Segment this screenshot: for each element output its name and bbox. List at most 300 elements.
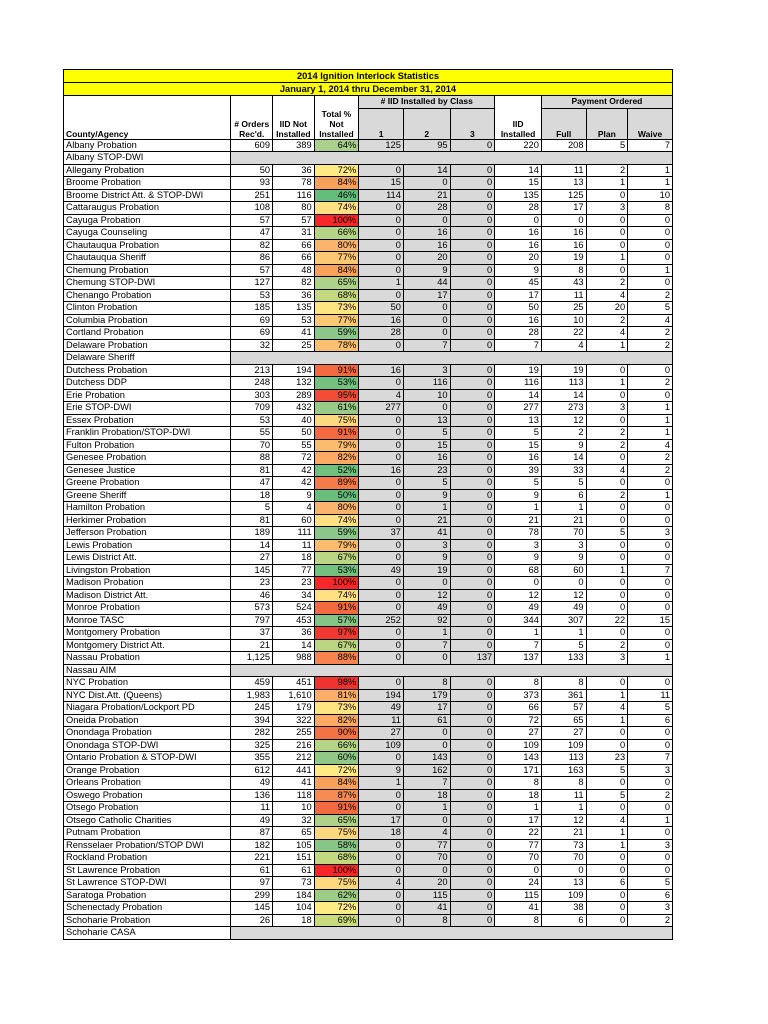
agency-cell: NYC Probation [64, 677, 231, 690]
agency-cell: Schoharie Probation [64, 914, 231, 927]
class-3-cell: 0 [450, 527, 495, 540]
waive-cell: 1 [628, 652, 673, 665]
installed-cell: 17 [495, 814, 542, 827]
no-data-cell [231, 152, 673, 165]
class-2-cell: 0 [403, 177, 450, 190]
class-2-cell: 70 [403, 852, 450, 865]
table-row [64, 189, 673, 202]
full-cell: 9 [541, 552, 586, 565]
class-2-cell: 4 [403, 827, 450, 840]
full-cell: 73 [541, 839, 586, 852]
plan-cell: 1 [586, 714, 628, 727]
waive-cell: 0 [628, 864, 673, 877]
not-installed-cell: 1,610 [273, 689, 315, 702]
agency-cell: Genesee Justice [64, 464, 231, 477]
pct-cell: 66% [314, 227, 359, 240]
class-1-cell: 9 [359, 764, 404, 777]
plan-cell: 0 [586, 189, 628, 202]
pct-cell: 50% [314, 489, 359, 502]
pct-cell: 81% [314, 689, 359, 702]
class-1-cell: 0 [359, 252, 404, 265]
installed-cell: 45 [495, 277, 542, 290]
pct-cell: 91% [314, 802, 359, 815]
full-cell: 27 [541, 727, 586, 740]
plan-cell: 1 [586, 564, 628, 577]
class-2-cell: 20 [403, 252, 450, 265]
orders-cell: 136 [231, 789, 273, 802]
not-installed-cell: 18 [273, 914, 315, 927]
orders-cell: 53 [231, 414, 273, 427]
full-cell: 4 [541, 339, 586, 352]
plan-cell: 0 [586, 777, 628, 790]
installed-cell: 344 [495, 614, 542, 627]
orders-cell: 26 [231, 914, 273, 927]
installed-cell: 143 [495, 752, 542, 765]
full-cell: 0 [541, 577, 586, 590]
class-2-cell: 15 [403, 439, 450, 452]
not-installed-cell: 61 [273, 864, 315, 877]
waive-cell: 7 [628, 564, 673, 577]
class-2-cell: 9 [403, 489, 450, 502]
class-3-cell: 0 [450, 489, 495, 502]
agency-cell: Schoharie CASA [64, 927, 231, 940]
not-installed-cell: 55 [273, 439, 315, 452]
not-installed-cell: 72 [273, 452, 315, 465]
not-installed-cell: 105 [273, 839, 315, 852]
agency-cell: Cortland Probation [64, 327, 231, 340]
pct-cell: 79% [314, 439, 359, 452]
full-cell: 1 [541, 627, 586, 640]
class-1-cell: 37 [359, 527, 404, 540]
table-row [64, 627, 673, 640]
orders-cell: 213 [231, 364, 273, 377]
waive-cell: 1 [628, 427, 673, 440]
agency-cell: Putnam Probation [64, 827, 231, 840]
report-title: 2014 Ignition Interlock Statistics [64, 70, 673, 83]
agency-cell: Orange Probation [64, 764, 231, 777]
table-row [64, 664, 673, 677]
full-cell: 21 [541, 514, 586, 527]
table-row [64, 652, 673, 665]
pct-cell: 84% [314, 264, 359, 277]
table-row [64, 814, 673, 827]
full-cell: 13 [541, 177, 586, 190]
pct-cell: 59% [314, 327, 359, 340]
installed-cell: 78 [495, 527, 542, 540]
table-row [64, 239, 673, 252]
plan-cell: 0 [586, 389, 628, 402]
orders-cell: 46 [231, 589, 273, 602]
header-waive: Waive [628, 108, 673, 139]
orders-cell: 82 [231, 239, 273, 252]
class-3-cell: 0 [450, 864, 495, 877]
waive-cell: 0 [628, 727, 673, 740]
class-1-cell: 16 [359, 314, 404, 327]
not-installed-cell: 151 [273, 852, 315, 865]
waive-cell: 0 [628, 802, 673, 815]
orders-cell: 185 [231, 302, 273, 315]
agency-cell: Dutchess DDP [64, 377, 231, 390]
table-row [64, 827, 673, 840]
waive-cell: 0 [628, 589, 673, 602]
not-installed-cell: 432 [273, 402, 315, 415]
agency-cell: Livingston Probation [64, 564, 231, 577]
class-3-cell: 0 [450, 414, 495, 427]
not-installed-cell: 31 [273, 227, 315, 240]
class-1-cell: 27 [359, 727, 404, 740]
class-1-cell: 0 [359, 577, 404, 590]
class-1-cell: 0 [359, 202, 404, 215]
orders-cell: 182 [231, 839, 273, 852]
agency-cell: St Lawrence Probation [64, 864, 231, 877]
full-cell: 1 [541, 502, 586, 515]
pct-cell: 65% [314, 814, 359, 827]
agency-cell: Niagara Probation/Lockport PD [64, 702, 231, 715]
agency-cell: Otsego Catholic Charities [64, 814, 231, 827]
class-1-cell: 0 [359, 864, 404, 877]
class-3-cell: 0 [450, 589, 495, 602]
class-2-cell: 61 [403, 714, 450, 727]
class-1-cell: 0 [359, 339, 404, 352]
class-2-cell: 1 [403, 627, 450, 640]
waive-cell: 1 [628, 489, 673, 502]
full-cell: 8 [541, 777, 586, 790]
waive-cell: 0 [628, 677, 673, 690]
not-installed-cell: 132 [273, 377, 315, 390]
full-cell: 70 [541, 527, 586, 540]
plan-cell: 23 [586, 752, 628, 765]
installed-cell: 15 [495, 439, 542, 452]
orders-cell: 47 [231, 477, 273, 490]
orders-cell: 1,983 [231, 689, 273, 702]
not-installed-cell: 36 [273, 289, 315, 302]
installed-cell: 20 [495, 252, 542, 265]
waive-cell: 5 [628, 877, 673, 890]
not-installed-cell: 66 [273, 239, 315, 252]
full-cell: 125 [541, 189, 586, 202]
title-row-2 [64, 83, 673, 96]
orders-cell: 86 [231, 252, 273, 265]
class-2-cell: 5 [403, 427, 450, 440]
plan-cell: 4 [586, 327, 628, 340]
pct-cell: 75% [314, 414, 359, 427]
orders-cell: 1,125 [231, 652, 273, 665]
orders-cell: 70 [231, 439, 273, 452]
full-cell: 14 [541, 452, 586, 465]
table-row [64, 889, 673, 902]
installed-cell: 1 [495, 802, 542, 815]
table-row [64, 702, 673, 715]
class-1-cell: 0 [359, 552, 404, 565]
class-3-cell: 0 [450, 252, 495, 265]
plan-cell: 2 [586, 164, 628, 177]
orders-cell: 47 [231, 227, 273, 240]
waive-cell: 8 [628, 202, 673, 215]
plan-cell: 4 [586, 702, 628, 715]
class-1-cell: 0 [359, 627, 404, 640]
pct-cell: 74% [314, 202, 359, 215]
class-2-cell: 21 [403, 189, 450, 202]
orders-cell: 459 [231, 677, 273, 690]
not-installed-cell: 77 [273, 564, 315, 577]
pct-cell: 64% [314, 139, 359, 152]
agency-cell: Dutchess Probation [64, 364, 231, 377]
waive-cell: 7 [628, 752, 673, 765]
pct-cell: 67% [314, 552, 359, 565]
not-installed-cell: 48 [273, 264, 315, 277]
waive-cell: 2 [628, 339, 673, 352]
full-cell: 19 [541, 252, 586, 265]
waive-cell: 1 [628, 264, 673, 277]
waive-cell: 1 [628, 164, 673, 177]
not-installed-cell: 40 [273, 414, 315, 427]
class-1-cell: 0 [359, 214, 404, 227]
class-2-cell: 0 [403, 214, 450, 227]
not-installed-cell: 23 [273, 577, 315, 590]
not-installed-cell: 194 [273, 364, 315, 377]
agency-cell: Rockland Probation [64, 852, 231, 865]
class-1-cell: 0 [359, 902, 404, 915]
orders-cell: 93 [231, 177, 273, 190]
full-cell: 19 [541, 364, 586, 377]
table-row [64, 514, 673, 527]
class-1-cell: 0 [359, 789, 404, 802]
orders-cell: 299 [231, 889, 273, 902]
class-3-cell: 0 [450, 689, 495, 702]
full-cell: 208 [541, 139, 586, 152]
agency-cell: Essex Probation [64, 414, 231, 427]
class-3-cell: 0 [450, 189, 495, 202]
plan-cell: 2 [586, 439, 628, 452]
installed-cell: 77 [495, 839, 542, 852]
class-3-cell: 0 [450, 614, 495, 627]
installed-cell: 16 [495, 452, 542, 465]
table-row [64, 477, 673, 490]
class-3-cell: 0 [450, 439, 495, 452]
pct-cell: 53% [314, 564, 359, 577]
pct-cell: 98% [314, 677, 359, 690]
installed-cell: 15 [495, 177, 542, 190]
plan-cell: 0 [586, 589, 628, 602]
table-row [64, 564, 673, 577]
not-installed-cell: 135 [273, 302, 315, 315]
full-cell: 16 [541, 239, 586, 252]
full-cell: 57 [541, 702, 586, 715]
header-payment: Payment Ordered [541, 96, 672, 109]
plan-cell: 2 [586, 639, 628, 652]
class-3-cell: 0 [450, 427, 495, 440]
waive-cell: 2 [628, 464, 673, 477]
full-cell: 38 [541, 902, 586, 915]
agency-cell: NYC Dist.Att. (Queens) [64, 689, 231, 702]
agency-cell: Montgomery Probation [64, 627, 231, 640]
plan-cell: 0 [586, 227, 628, 240]
not-installed-cell: 389 [273, 139, 315, 152]
pct-cell: 89% [314, 477, 359, 490]
waive-cell: 0 [628, 502, 673, 515]
not-installed-cell: 524 [273, 602, 315, 615]
pct-cell: 52% [314, 464, 359, 477]
table-row [64, 314, 673, 327]
class-1-cell: 0 [359, 452, 404, 465]
class-3-cell: 0 [450, 702, 495, 715]
pct-cell: 72% [314, 164, 359, 177]
plan-cell: 2 [586, 277, 628, 290]
class-1-cell: 114 [359, 189, 404, 202]
class-2-cell: 49 [403, 602, 450, 615]
not-installed-cell: 57 [273, 214, 315, 227]
installed-cell: 22 [495, 827, 542, 840]
agency-cell: Orleans Probation [64, 777, 231, 790]
table-row [64, 364, 673, 377]
orders-cell: 81 [231, 464, 273, 477]
agency-cell: Nassau Probation [64, 652, 231, 665]
not-installed-cell: 65 [273, 827, 315, 840]
orders-cell: 145 [231, 902, 273, 915]
plan-cell: 5 [586, 139, 628, 152]
class-2-cell: 28 [403, 202, 450, 215]
full-cell: 11 [541, 789, 586, 802]
agency-cell: Jefferson Probation [64, 527, 231, 540]
not-installed-cell: 289 [273, 389, 315, 402]
table-row [64, 339, 673, 352]
class-2-cell: 41 [403, 527, 450, 540]
installed-cell: 70 [495, 852, 542, 865]
table-row [64, 214, 673, 227]
class-1-cell: 0 [359, 652, 404, 665]
agency-cell: St Lawrence STOP-DWI [64, 877, 231, 890]
table-row [64, 252, 673, 265]
class-3-cell: 0 [450, 477, 495, 490]
class-3-cell: 0 [450, 164, 495, 177]
full-cell: 9 [541, 439, 586, 452]
agency-cell: Cattaraugus Probation [64, 202, 231, 215]
table-row [64, 302, 673, 315]
agency-cell: Herkimer Probation [64, 514, 231, 527]
not-installed-cell: 441 [273, 764, 315, 777]
plan-cell: 5 [586, 764, 628, 777]
header-not-installed: IID Not Installed [273, 96, 315, 140]
orders-cell: 394 [231, 714, 273, 727]
class-3-cell: 0 [450, 827, 495, 840]
installed-cell: 135 [495, 189, 542, 202]
class-3-cell: 0 [450, 602, 495, 615]
class-1-cell: 17 [359, 814, 404, 827]
class-2-cell: 0 [403, 314, 450, 327]
plan-cell: 5 [586, 789, 628, 802]
not-installed-cell: 53 [273, 314, 315, 327]
class-2-cell: 9 [403, 552, 450, 565]
waive-cell: 3 [628, 527, 673, 540]
pct-cell: 46% [314, 189, 359, 202]
pct-cell: 80% [314, 239, 359, 252]
waive-cell: 0 [628, 577, 673, 590]
not-installed-cell: 25 [273, 339, 315, 352]
pct-cell: 66% [314, 739, 359, 752]
installed-cell: 137 [495, 652, 542, 665]
table-row [64, 764, 673, 777]
installed-cell: 7 [495, 339, 542, 352]
agency-cell: Albany STOP-DWI [64, 152, 231, 165]
class-1-cell: 0 [359, 502, 404, 515]
waive-cell: 0 [628, 639, 673, 652]
class-2-cell: 1 [403, 502, 450, 515]
class-1-cell: 0 [359, 602, 404, 615]
waive-cell: 2 [628, 327, 673, 340]
waive-cell: 4 [628, 439, 673, 452]
header-installed: IID Installed [495, 96, 542, 140]
table-row [64, 864, 673, 877]
waive-cell: 0 [628, 827, 673, 840]
table-row [64, 739, 673, 752]
waive-cell: 15 [628, 614, 673, 627]
class-3-cell: 0 [450, 577, 495, 590]
class-2-cell: 3 [403, 539, 450, 552]
installed-cell: 0 [495, 864, 542, 877]
waive-cell: 0 [628, 252, 673, 265]
not-installed-cell: 11 [273, 539, 315, 552]
class-3-cell: 0 [450, 339, 495, 352]
full-cell: 60 [541, 564, 586, 577]
installed-cell: 66 [495, 702, 542, 715]
installed-cell: 9 [495, 489, 542, 502]
installed-cell: 1 [495, 502, 542, 515]
class-2-cell: 5 [403, 477, 450, 490]
pct-cell: 65% [314, 277, 359, 290]
agency-cell: Monroe Probation [64, 602, 231, 615]
pct-cell: 68% [314, 852, 359, 865]
plan-cell: 6 [586, 877, 628, 890]
class-3-cell: 0 [450, 402, 495, 415]
class-2-cell: 179 [403, 689, 450, 702]
class-1-cell: 0 [359, 589, 404, 602]
waive-cell: 0 [628, 239, 673, 252]
full-cell: 113 [541, 752, 586, 765]
not-installed-cell: 179 [273, 702, 315, 715]
agency-cell: Ontario Probation & STOP-DWI [64, 752, 231, 765]
agency-cell: Franklin Probation/STOP-DWI [64, 427, 231, 440]
full-cell: 6 [541, 914, 586, 927]
agency-cell: Chenango Probation [64, 289, 231, 302]
not-installed-cell: 4 [273, 502, 315, 515]
class-3-cell: 0 [450, 727, 495, 740]
orders-cell: 145 [231, 564, 273, 577]
full-cell: 10 [541, 314, 586, 327]
installed-cell: 14 [495, 164, 542, 177]
class-2-cell: 0 [403, 327, 450, 340]
pct-cell: 62% [314, 889, 359, 902]
full-cell: 109 [541, 889, 586, 902]
class-3-cell: 0 [450, 264, 495, 277]
pct-cell: 82% [314, 714, 359, 727]
installed-cell: 220 [495, 139, 542, 152]
installed-cell: 8 [495, 914, 542, 927]
agency-cell: Greene Probation [64, 477, 231, 490]
pct-cell: 90% [314, 727, 359, 740]
agency-cell: Otsego Probation [64, 802, 231, 815]
class-3-cell: 0 [450, 889, 495, 902]
full-cell: 13 [541, 877, 586, 890]
class-1-cell: 1 [359, 777, 404, 790]
installed-cell: 14 [495, 389, 542, 402]
class-1-cell: 0 [359, 289, 404, 302]
class-3-cell: 0 [450, 364, 495, 377]
waive-cell: 0 [628, 514, 673, 527]
full-cell: 0 [541, 864, 586, 877]
class-1-cell: 0 [359, 377, 404, 390]
class-2-cell: 0 [403, 302, 450, 315]
installed-cell: 27 [495, 727, 542, 740]
